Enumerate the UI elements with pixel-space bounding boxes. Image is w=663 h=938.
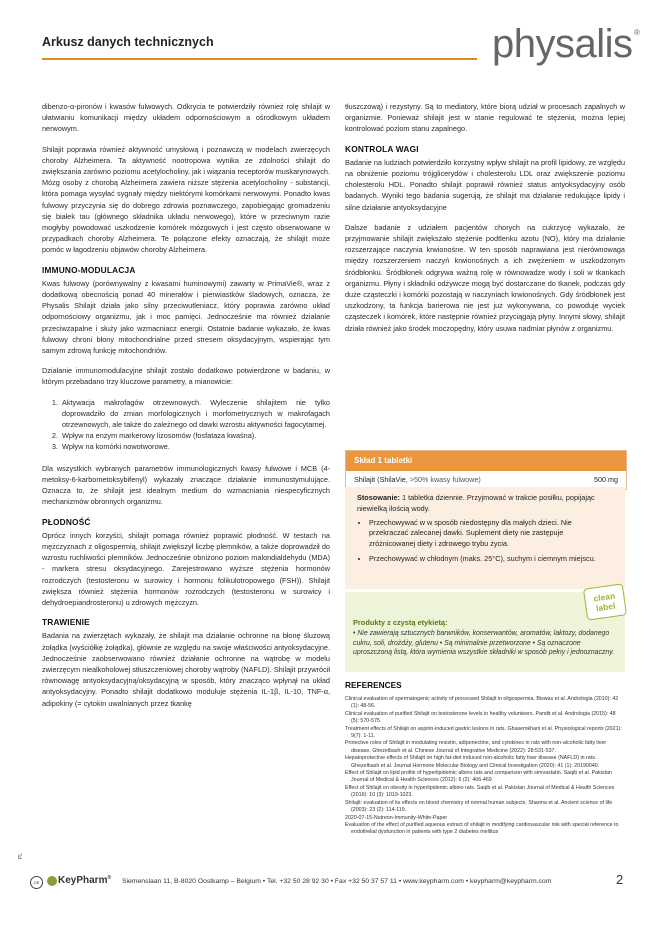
registered-mark: ®	[634, 28, 640, 37]
reference-item: Clinical evaluation of purified Shilajit on testosterone levels in healthy volunteers. Pandit et al. Andrologia (2015): 48 (5): 570-575.	[345, 710, 616, 725]
ingredient-name: Shilajit (ShilaVie, >50% kwasy fulwowe)	[354, 475, 481, 484]
physalis-logo: physalis	[492, 22, 633, 66]
section-heading-weight: KONTROLA WAGI	[345, 143, 419, 154]
keypharm-logo-icon	[47, 876, 57, 886]
right-column	[345, 101, 625, 343]
list-item: • Przechowywać w chłodnym (maks. 25°C), suchym i ciemnym miejscu.	[369, 554, 611, 565]
section-heading-immuno: IMMUNO-MODULACJA	[42, 264, 136, 275]
page-header	[0, 0, 663, 92]
paragraph: Badanie na ludziach potwierdziło korzystny wpływ shilajit na profil lipidowy, ze względu na obniżenie poziomu trójglicerydów i cholesterolu LDL oraz zwiększenie poziomu cholesterolu HDL. Ponadto shilajit poprawił również status antyoksydacyjny osób badanych. Wyniki tego badania sugerują, że shilajit ma działanie redukujące lipidy i silne działanie antyoksydacyjne	[345, 157, 625, 212]
reference-item: Effect of Shilajit on obesity in hyperlipidemic albino rats. Saqib et al. Pakistan Journal of Medical & Health Sciences (2016): 10 (3): 1019-1023.	[345, 784, 615, 799]
reference-item: Protective roles of Shilajit in modulating resistin, adiponectine, and cytokines in rats with non-alcoholic fatty liver disease. Ghezelbash et al. Chinese Journal of Integrative Medicine (2022): 28:531-537.	[345, 740, 607, 754]
list-item: 2. Wpływ na enzym markerowy lizosomów (fosfataza kwaśna).	[60, 430, 330, 441]
paragraph: dibenzo-α-pironów i kwasów fulwowych. Odkrycia te potwierdziły również rolę shilajit w ułatwianiu komunikacji między układem odpornościowym a ośrodkowym układem nerwowym.	[42, 102, 330, 134]
usage-box	[345, 487, 625, 589]
clean-label-box	[345, 592, 625, 672]
header-divider	[42, 58, 477, 60]
list-item: • Przechowywać w w sposób niedostępny dla małych dzieci. Nie przekraczać zalecanej dawki. Suplement diety nie zastępuje zróżnicowanej diety i zdrowego trybu życia.	[369, 518, 611, 550]
paragraph: Shilajit poprawia również aktywność umysłową i poznawczą w modelach zwierzęcych choroby Alzheimera. Ta aktywność nootropowa wynika ze zdolności shilajit do zwiększania zarówno poziomu acetylocholiny, jak i wiązania receptorów muskarynowych. Mózg osoby z chorobą Alzheimera zawiera niższe stężenia acetylocholiny - substancji, która pomaga wysyłać sygnały między niektórymi komórkami nerwowymi. Ponadto kwas fulwowy przyczynia się do dobrego zdrowia poznawczego, zapobiegając gromadzeniu się białek tau (głównego składnika układu nerwowego), które w przeciwnym razie mogłyby powodować uszkodzenie komórek mózgowych i jest często obserwowane w przypadkach choroby Alzheimera. Te połączone efekty oznaczają, że shilajit może pomóc w łagodzeniu objawów choroby Alzheimera.	[42, 144, 330, 255]
certification-icon: CE	[30, 876, 43, 889]
usage-list	[357, 518, 611, 565]
reference-item: Evaluation of the effect of purified aqueous extract of shilajit in modifying cardiovascular risk with special reference to endothelial dysfunction in patients with type 2 diabetes mellitus	[345, 821, 619, 836]
reference-item: Clinical evaluation of spermatogenic activity of processed Shilajit in oligospermia. Biswas et al. Andrologia (2010): 42 (1): 48-56.	[345, 696, 619, 710]
clean-label-text: • Nie zawierają sztucznych barwników, konserwantów, aromatów, laktozy, dodanego cukru, soli, drożdży, glutenu • Są minimalnie przetworzone • Są oznaczone uproszczoną listą, która wymienia wszystkie składniki w sposób pełny i jednoznaczny.	[353, 630, 615, 657]
list-item: 3. Wpływ na komórki nowotworowe.	[60, 441, 330, 452]
page-footer	[0, 852, 663, 900]
paragraph: Działanie immunomodulacyjne shilajit zostało dodatkowo potwierdzone w badaniu, w którym przebadano trzy kluczowe parametry, a mianowicie:	[42, 366, 330, 387]
section-heading-digestion: TRAWIENIE	[42, 617, 90, 628]
immuno-parameters-list	[42, 397, 330, 453]
references-section	[345, 680, 625, 837]
contact-info: Siemenslaan 11, B-8020 Oostkamp – Belgium • Tel. +32 50 28 92 30 • Fax +32 50 37 57 11 • www.keypharm.com • keypharm@keypharm.com	[122, 878, 552, 885]
paragraph: Badania na zwierzętach wykazały, że shilajit ma działanie ochronne na błonę śluzową żołądka (wyściółkę żołądka), głównie ze względu na swoje właściwości antyoksydacyjne. Jednocześnie zaobserwowano również działanie ochronne na wątrobę w modelu zwierzęcym niealkoholowej stłuszczeniowej choroby wątroby (NAFLD). Shilajit przywrócił równowagę antyoksydacyjną/oksydacyjną w sposób, który znacząco wpłynął na układ antyoksydacyjny. Ponadto shilajit dodatkowo moduluje stężenia IL-1β, IL-10, TNF-α, adipokiny (= cytokin uwalnianych przez tkankę	[42, 631, 330, 708]
composition-title: Skład 1 tabletki	[346, 451, 626, 471]
clean-label-badge: clean label	[583, 583, 627, 620]
document-title: Arkusz danych technicznych	[42, 35, 214, 49]
keypharm-logo: KeyPharm®	[58, 875, 112, 886]
references-title: REFERENCES	[345, 680, 402, 690]
left-column	[42, 101, 330, 718]
paragraph: Dla wszystkich wybranych parametrów immunologicznych kwasy fulwowe i MCB (4-metoksy-6-karbometoksybifenyl) wykazały znaczące działanie immunostymulujące. Oznacza to, że shilajit jest idealnym medium do wzmacniania niespecyficznych mechanizmów obronnych organizmu.	[42, 463, 330, 507]
paragraph: Kwas fulwowy (porównywalny z kwasami huminowymi) zawarty w PrimaVie®, wraz z dodatkową obecnością ponad 40 minerałów i pierwiastków śladowych, oznacza, że Physalis Shilajit działa jako silny przeciwutleniacz, który poprawia zarówno układ odpornościowy organizmu, jak i moc pamięci. Jednocześnie ma również działanie przeciwzapalne i służy jako wzmacniacz energii. Ostatnie badanie wykazało, że kwas fulwowy chroni błony mitochondrialne przed stresem oksydacyjnym, wspierając tym samym zdrową funkcję mitochondriów.	[42, 278, 330, 356]
reference-item: Effect of Shilajit on lipid profile of hyperlipidemic albino rats and comparison with simvastatin. Saqib et al. Pakistan Journal of Medical & Health Sciences (2012): 6 (2): 466-469	[345, 770, 612, 784]
paragraph: Dalsze badanie z udziałem pacjentów chorych na cukrzycę wykazało, że przyjmowanie shilajit zwiększało stężenie podtlenku azotu (NO), który ma działanie rozszerzające naczynia krwionośne. W ten sposób naprawiana jest nierównowaga między rozszerzeniem naczyń krwionośnych a ich zwężeniem w uszkodzonym śródbłonku. Śródbłonek odgrywa ważną rolę w równowadze wody i soli w tkankach organizmu. Płyny i składniki odżywcze mogą być dostarczane do tkanek, podczas gdy duże cząsteczki i komórki pozostają w naczyniach krwionośnych. Gdy śródbłonek jest uszkodzony, ta funkcja barierowa nie jest już wykonywana, co powoduje wyciek cząsteczek i komórek, które następnie również przyciągają płyny. Innymi słowy, shilajit działa również jako środek moczopędny, który usuwa nadmiar płynów z organizmu.	[345, 222, 625, 333]
composition-table	[345, 450, 627, 490]
paragraph: tłuszczową) i rezystyny. Są to mediatory, które biorą udział w procesach zapalnych w organizmie. Ponieważ shilajit jest w stanie regulować te stężenia, można lepiej kontrolować poziom stanu zapalnego.	[345, 102, 625, 134]
clean-label-title: Produkty z czystą etykietą:	[353, 618, 448, 627]
section-heading-fertility: PŁODNOŚĆ	[42, 516, 91, 527]
usage-instructions: Stosowanie: 1 tabletka dziennie. Przyjmować w trakcie posiłku, popijając niewielką ilością wody.	[357, 493, 595, 513]
ingredient-amount: 500 mg	[594, 475, 618, 484]
page-number: 2	[616, 872, 624, 887]
reference-item: Treatment effects of Shilajit on aspirin-induced gastric lesions in rats. Ghasemkhani et al. Physiological reports (2021): 9(7): 1-11.	[345, 725, 622, 740]
reference-item: 2020-07-15-Nutreon-Immunity-White-Paper	[345, 814, 448, 821]
paragraph: Oprócz innych korzyści, shilajit pomaga również poprawić płodność. W testach na mężczyznach z oligospermią, shilajit zwiększył liczbę plemników, a także doprowadził do wzrostu ruchliwości plemników. Jednocześnie obniżono poziom malondialdehydu (MDA) - markera stresu oksydacyjnego. Zarejestrowano wyższe stężenia hormonów rozrodczych (testosteronu w surowicy i hormonu folikulotropowego (FSH)). Shilajit zwiększa również stężenia hormonów rozrodczych (testosteronu w surowicy i dehydroepiandrosteronu) u zdrowych mężczyzn.	[42, 530, 330, 607]
reference-item: Hepatoprotective effects of Shilajit on high fat-diet induced non-alcoholic fatty liver disease (NAFLD) in rats. Ghezelbash et al. Journal Hormone Molecular Biology and Clinical Investigation (2020): 41 (1): 20190040.	[345, 755, 600, 769]
reference-item: Shilajit: evaluation of its effects on blood chemistry of normal human subjects. Sharma et al. Ancient science of life (2003): 23 (2): 114-119.	[345, 799, 613, 814]
list-item: 1. Aktywacja makrofagów otrzewnowych. Wyleczenie shilajitem nie tylko doprowadziło do zmian morfologicznych i morfometrycznych w makrofagach otrzewnowych, ale także do zależnego od dawki wzrostu aktywności fagocytarnej.	[60, 397, 330, 431]
language-code: PL	[18, 852, 25, 860]
